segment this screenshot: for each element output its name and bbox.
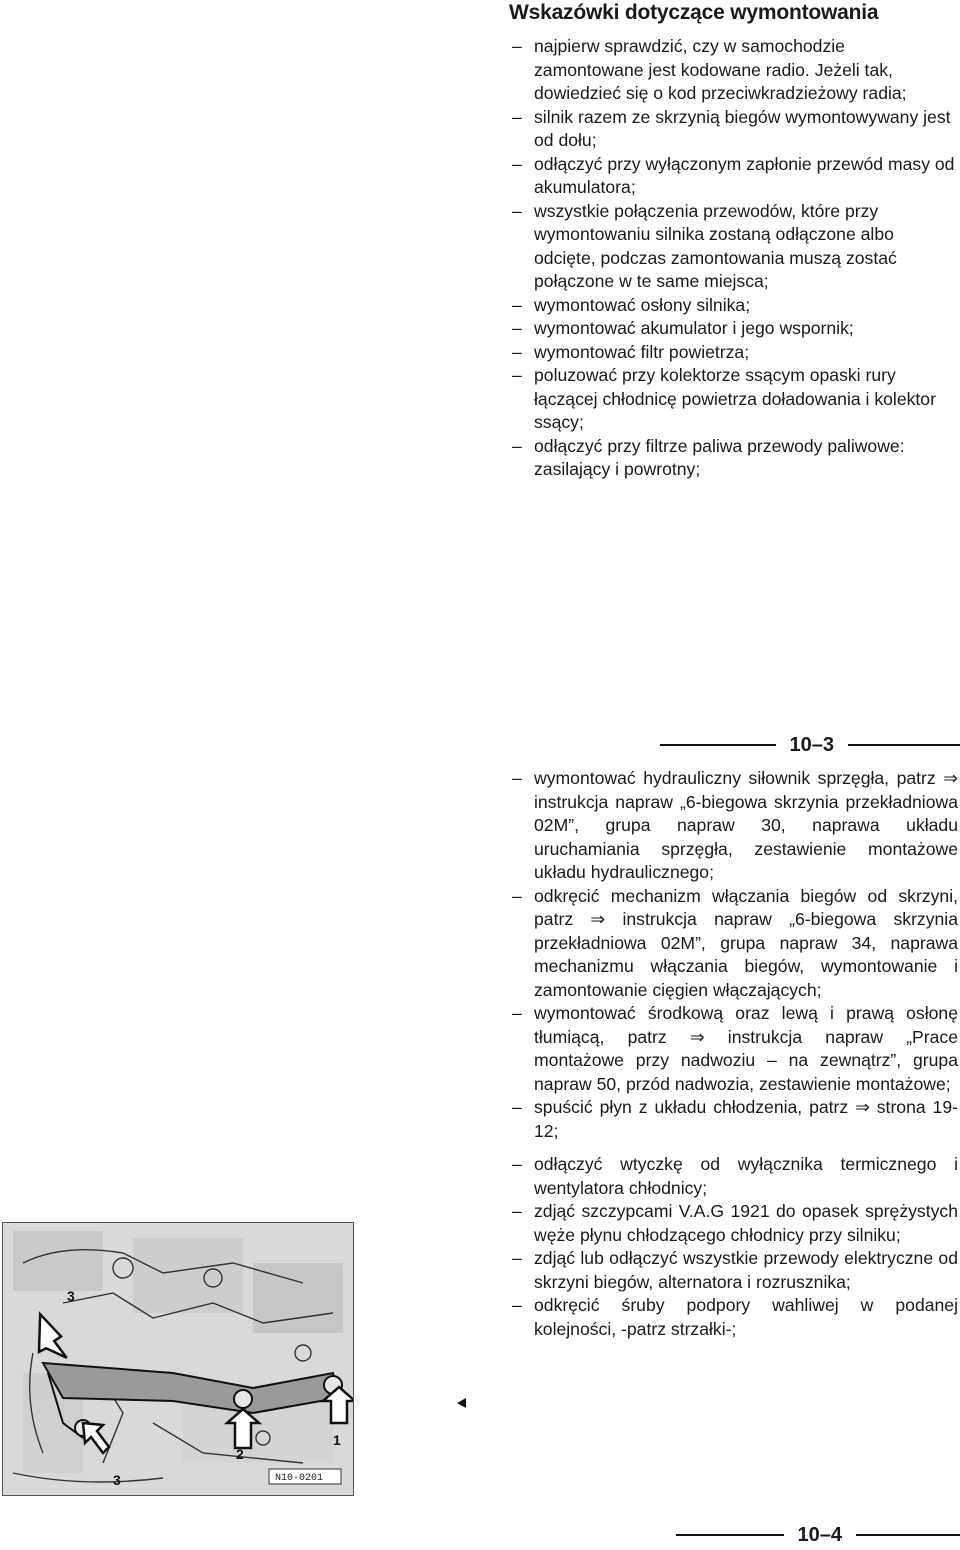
figure-label: 3 [67,1288,75,1304]
list-item: – spuścić płyn z układu chłodzenia, patrz ⇒ strona 19-12; [512,1096,958,1143]
figure-label: 1 [333,1432,341,1448]
figure-label: 3 [113,1472,121,1488]
reference-marker-icon [457,1398,466,1408]
list-item: – odłączyć wtyczkę od wyłącznika termicznego i wentylatora chłodnicy; [512,1153,958,1200]
list-item: – odłączyć przy wyłączonym zapłonie przewód masy od akumulatora; [512,153,958,200]
page-number-divider [640,733,960,757]
divider-line [676,1534,784,1536]
divider-line [848,744,960,746]
figure-code: N10-0201 [275,1473,324,1484]
engine-mount-figure [2,1222,354,1496]
list-item: – odkręcić mechanizm włączania biegów od skrzyni, patrz ⇒ instrukcja napraw „6-biegowa skrzynia przekładniowa 02M”, grupa napraw 34, naprawa mechanizmu włączania biegów, wymontowanie i zamontowanie cięgien włączających; [512,885,958,1003]
instructions-list-2 [512,767,958,1341]
list-item: – zdjąć lub odłączyć wszystkie przewody elektryczne od skrzyni biegów, alternatora i rozrusznika; [512,1247,958,1294]
engine-mount-illustration-icon [3,1223,353,1495]
list-item: – poluzować przy kolektorze ssącym opaski rury łączącej chłodnicę powietrza doładowania i kolektor ssący; [512,364,958,435]
list-item: – odkręcić śruby podpory wahliwej w podanej kolejności, -patrz strzałki-; [512,1294,958,1341]
section-heading: Wskazówki dotyczące wymontowania [509,1,879,24]
divider-line [856,1534,960,1536]
list-item: – wszystkie połączenia przewodów, które przy wymontowaniu silnika zostaną odłączone albo odcięte, podczas zamontowania muszą zostać połączone w te same miejsca; [512,200,958,294]
divider-line [660,744,776,746]
list-item: – wymontować akumulator i jego wspornik; [512,317,958,341]
list-item: – wymontować osłony silnika; [512,294,958,318]
list-item: – odłączyć przy filtrze paliwa przewody paliwowe: zasilający i powrotny; [512,435,958,482]
page-number-divider [640,1523,960,1547]
list-item: – silnik razem ze skrzynią biegów wymontowywany jest od dołu; [512,106,958,153]
list-item: – zdjąć szczypcami V.A.G 1921 do opasek sprężystych węże płynu chłodzącego chłodnicy przy silniku; [512,1200,958,1247]
list-item: – wymontować środkową oraz lewą i prawą osłonę tłumiącą, patrz ⇒ instrukcja napraw „Prace montażowe przy nadwoziu – na zewnątrz”, grupa napraw 50, przód nadwozia, zestawienie montażowe; [512,1002,958,1096]
list-item: – wymontować filtr powietrza; [512,341,958,365]
page-number: 10–3 [789,733,834,756]
figure-label: 2 [236,1446,244,1462]
instructions-list-1 [512,35,958,482]
list-item: – wymontować hydrauliczny siłownik sprzęgła, patrz ⇒ instrukcja napraw „6-biegowa skrzynia przekładniowa 02M”, grupa napraw 30, naprawa układu uruchamiania sprzęgła, zestawienie montażowe układu hydraulicznego; [512,767,958,885]
page-number: 10–4 [797,1523,842,1546]
list-item: – najpierw sprawdzić, czy w samochodzie zamontowane jest kodowane radio. Jeżeli tak, dowiedzieć się o kod przeciwkradzieżowy radia; [512,35,958,106]
